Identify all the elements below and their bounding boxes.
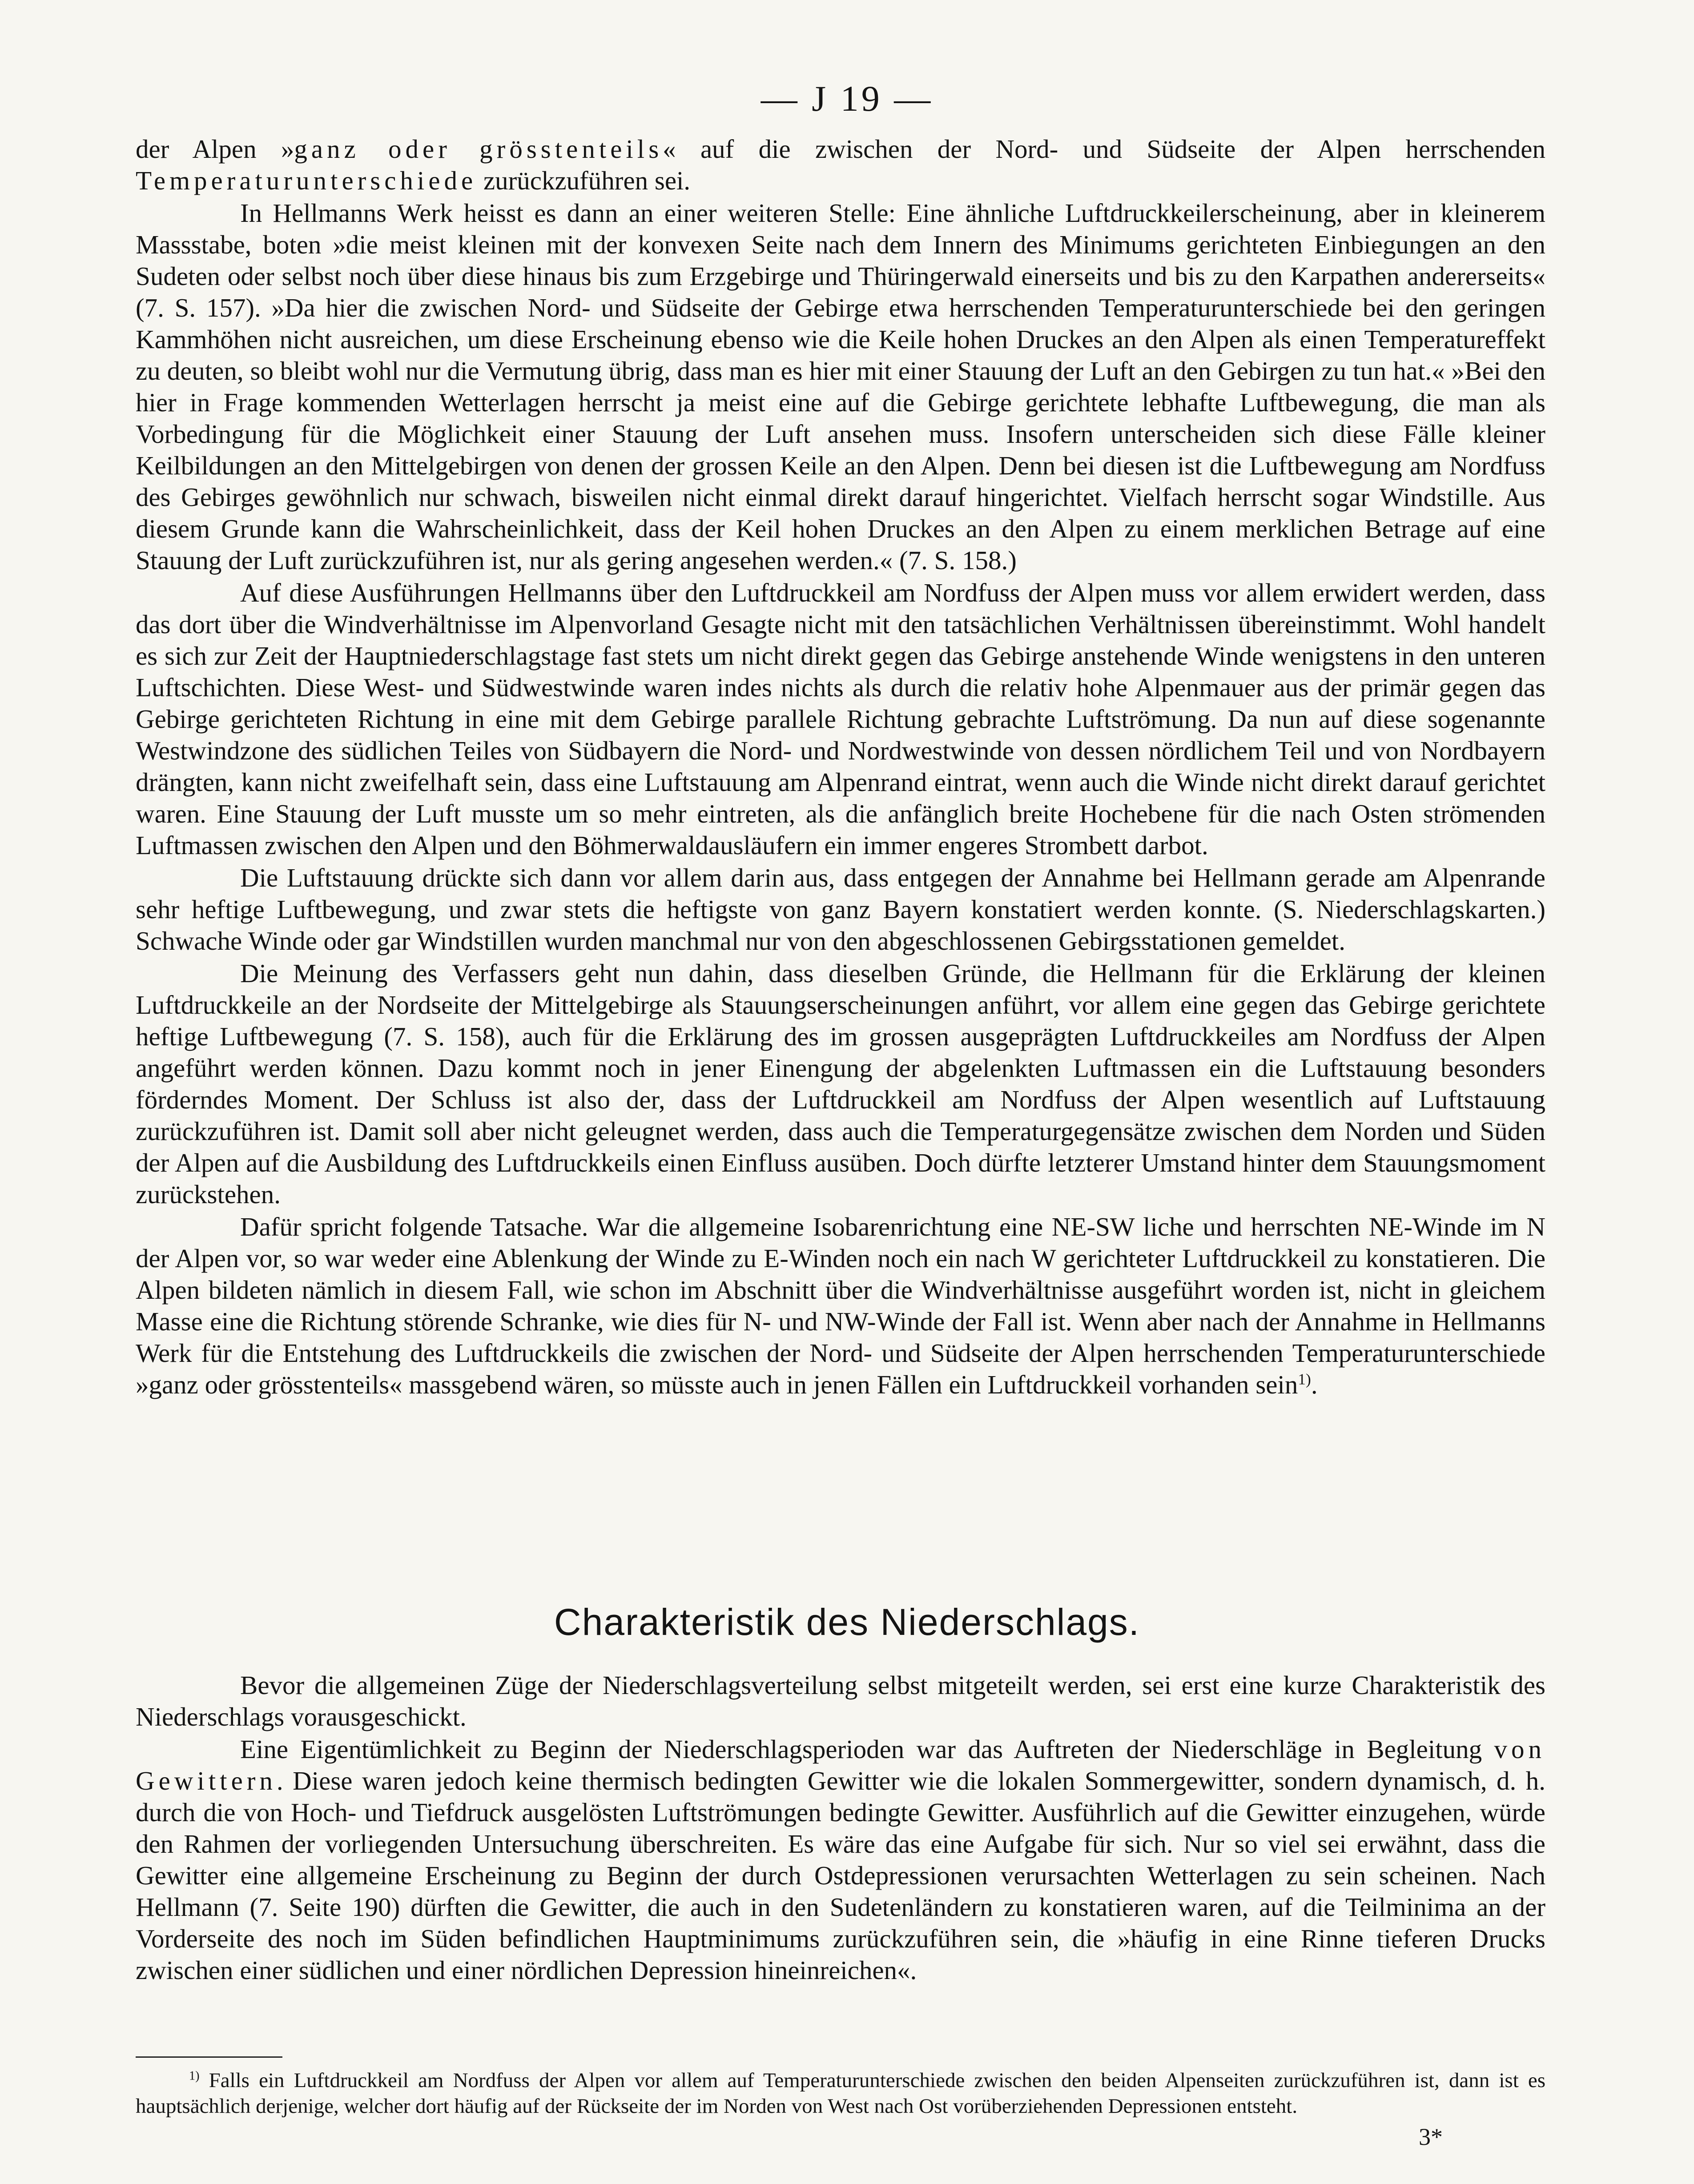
footnote-divider — [136, 2056, 282, 2058]
section-paragraph-2-text: Eine Eigentümlichkeit zu Beginn der Niederschlagsperioden war das Auftreten der Niederschläge in Begleitung — [240, 1734, 1494, 1764]
page-number-header: — J 19 — — [760, 78, 934, 119]
paragraph-1-text-cont: « auf die zwischen der Nord- und Südseite der Alpen herrschenden — [663, 134, 1545, 164]
paragraph-1-text: der Alpen » — [136, 134, 294, 164]
emphasized-phrase: ganz oder grösstenteils — [294, 134, 663, 164]
footnote-text: Falls ein Luftdruckkeil am Nordfuss der Alpen vor allem auf Temperaturunterschiede zwischen den beiden Alpenseiten zurückzuführen ist, dann ist es hauptsächlich derjenige, welcher dort häufig auf der Rückseite der im Norden von West nach Ost vorüberziehenden Depressionen entsteht. — [136, 2069, 1545, 2118]
footnote-marker: 1) — [189, 2069, 200, 2083]
paragraph-6-end: . — [1311, 1370, 1318, 1399]
footnote — [136, 2068, 1545, 2119]
section-text — [136, 1670, 1545, 1987]
section-paragraph-2 — [136, 1734, 1545, 1986]
section-paragraph-2-cont: . Diese waren jedoch keine thermisch bedingten Gewitter wie die lokalen Sommergewitter, sondern dynamisch, d. h. durch die von Hoch- und Tiefdruck ausgelösten Luftströmungen bedingte Gewitter. Ausführlich auf die Gewitter einzugehen, würde den Rahmen der vorliegenden Untersuchung überschreiten. Es wäre das eine Aufgabe für sich. Nur so viel sei erwähnt, dass die Gewitter eine allgemeine Erscheinung zu Beginn der durch Ostdepressionen verursachten Wetterlagen zu sein scheinen. Nach Hellmann (7. Seite 190) dürften die Gewitter, die auch in den Sudetenländern zu konstatieren waren, auf die Teilminima an der Vorderseite des noch im Süden befindlichen Hauptminimums zurückzuführen sein, die »häufig in eine Rinne tieferen Drucks zwischen einer südlichen und einer nördlichen Depression hineinreichen«. — [136, 1766, 1545, 1985]
footnote-reference: 1) — [1298, 1370, 1311, 1388]
paragraph-3: Auf diese Ausführungen Hellmanns über den Luftdruckkeil am Nordfuss der Alpen muss vor allem erwidert werden, dass das dort über die Windverhältnisse im Alpenvorland Gesagte nicht mit den tatsächlichen Verhältnissen übereinstimmt. Wohl handelt es sich zur Zeit der Hauptniederschlagstage fast stets um nicht direkt gegen das Gebirge anstehende Winde wenigstens in den unteren Luftschichten. Diese West- und Südwestwinde waren indes nichts als durch die relativ hohe Alpenmauer aus der primär gegen das Gebirge gerichteten Richtung in eine mit dem Gebirge parallele Richtung gebrachte Luftströmung. Da nun auf diese sogenannte Westwindzone des südlichen Teiles von Südbayern die Nord- und Nordwestwinde von dessen nördlichem Teil und von Nordbayern drängten, kann nicht zweifelhaft sein, dass eine Luftstauung am Alpenrand eintrat, wenn auch die Winde nicht direkt darauf gerichtet waren. Eine Stauung der Luft musste um so mehr eintreten, als die anfänglich breite Hochebene für die nach Osten strömenden Luftmassen zwischen den Alpen und den Böhmerwaldausläufern ein immer engeres Strombett darbot. — [136, 578, 1545, 860]
paragraph-5: Die Meinung des Verfassers geht nun dahin, dass dieselben Gründe, die Hellmann für die Erklärung der kleinen Luftdruckkeile an der Nordseite der Mittelgebirge als Stauungserscheinungen anführt, vor allem eine gegen das Gebirge gerichtete heftige Luftbewegung (7. S. 158), auch für die Erklärung des im grossen ausgeprägten Luftdruckkeiles am Nordfuss der Alpen angeführt werden können. Dazu kommt noch in jener Einengung der abgelenkten Luftmassen ein die Luftstauung besonders förderndes Moment. Der Schluss ist also der, dass der Luftdruckkeil am Nordfuss der Alpen wesentlich auf Luftstauung zurückzuführen ist. Damit soll aber nicht geleugnet werden, dass auch die Temperaturgegensätze zwischen dem Norden und Süden der Alpen auf die Ausbildung des Luftdruckkeils einen Einfluss ausüben. Doch dürfte letzterer Umstand hinter dem Stauungsmoment zurückstehen. — [136, 959, 1545, 1209]
section-paragraph-1: Bevor die allgemeinen Züge der Niederschlagsverteilung selbst mitgeteilt werden, sei erst eine kurze Charakteristik des Niederschlags vorausgeschickt. — [136, 1670, 1545, 1731]
paragraph-6 — [136, 1211, 1545, 1401]
paragraph-1-text-end: zurückzuführen sei. — [477, 166, 691, 195]
main-text — [136, 133, 1545, 1401]
paragraph-2: In Hellmanns Werk heisst es dann an einer weiteren Stelle: Eine ähnliche Luftdruckkeilerscheinung, aber in kleinerem Massstabe, boten »die meist kleinen mit der konvexen Seite nach dem Innern des Minimums gerichteten Einbiegungen an den Sudeten oder selbst noch über diese hinaus bis zum Erzgebirge und Thüringerwald einerseits und bis zu den Karpathen andererseits« (7. S. 157). »Da hier die zwischen Nord- und Südseite der Gebirge etwa herrschenden Temperaturunterschiede bei den geringen Kammhöhen nicht ausreichen, um diese Erscheinung ebenso wie die Keile hohen Druckes an den Alpen als einen Temperatureffekt zu deuten, so bleibt wohl nur die Vermutung übrig, dass man es hier mit einer Stauung der Luft an den Gebirgen zu tun hat.« »Bei den hier in Frage kommenden Wetterlagen herrscht ja meist eine auf die Gebirge gerichtete lebhafte Luftbewegung, die man als Vorbedingung für die Möglichkeit einer Stauung der Luft ansehen muss. Insofern unterscheiden sich diese Fälle kleiner Keilbildungen an den Mittelgebirgen von denen der grossen Keile an den Alpen. Denn bei diesen ist die Luftbewegung am Nordfuss des Gebirges gewöhnlich nur schwach, bisweilen nicht einmal direkt darauf hingerichtet. Vielfach herrscht sogar Windstille. Aus diesem Grunde kann die Wahrscheinlichkeit, dass der Keil hohen Druckes an den Alpen zu einem merklichen Betrage auf eine Stauung der Luft zurückzuführen ist, nur als gering angesehen werden.« (7. S. 158.) — [136, 198, 1545, 575]
paragraph-4: Die Luftstauung drückte sich dann vor allem darin aus, dass entgegen der Annahme bei Hellmann gerade am Alpenrande sehr heftige Luftbewegung, und zwar stets die heftigste von ganz Bayern konstatiert werden konnte. (S. Niederschlagskarten.) Schwache Winde oder gar Windstillen wurden manchmal nur von den abgeschlossenen Gebirgsstationen gemeldet. — [136, 863, 1545, 956]
emphasized-word: Temperaturunterschiede — [136, 166, 477, 195]
section-heading: Charakteristik des Niederschlags. — [554, 1601, 1140, 1643]
emphasized-phrase-gewittern: von Gewittern — [136, 1734, 1545, 1795]
paragraph-6-text: Dafür spricht folgende Tatsache. War die allgemeine Isobarenrichtung eine NE-SW liche und herrschten NE-Winde im N der Alpen vor, so war weder eine Ablenkung der Winde zu E-Winden noch ein nach W gerichteter Luftdruckkeil zu konstatieren. Die Alpen bildeten nämlich in diesem Fall, wie schon im Abschnitt über die Windverhältnisse ausgeführt worden ist, nicht in gleichem Masse eine die Richtung störende Schranke, wie dies für N- und NW-Winde der Fall ist. Wenn aber nach der Annahme in Hellmanns Werk für die Entstehung des Luftdruckkeils die zwischen der Nord- und Südseite der Alpen herrschenden Temperaturunterschiede »ganz oder grösstenteils« massgebend wären, so müsste auch in jenen Fällen ein Luftdruckkeil vorhanden sein — [136, 1212, 1545, 1399]
paragraph-1 — [136, 133, 1545, 197]
sheet-signature: 3* — [1419, 2124, 1443, 2150]
